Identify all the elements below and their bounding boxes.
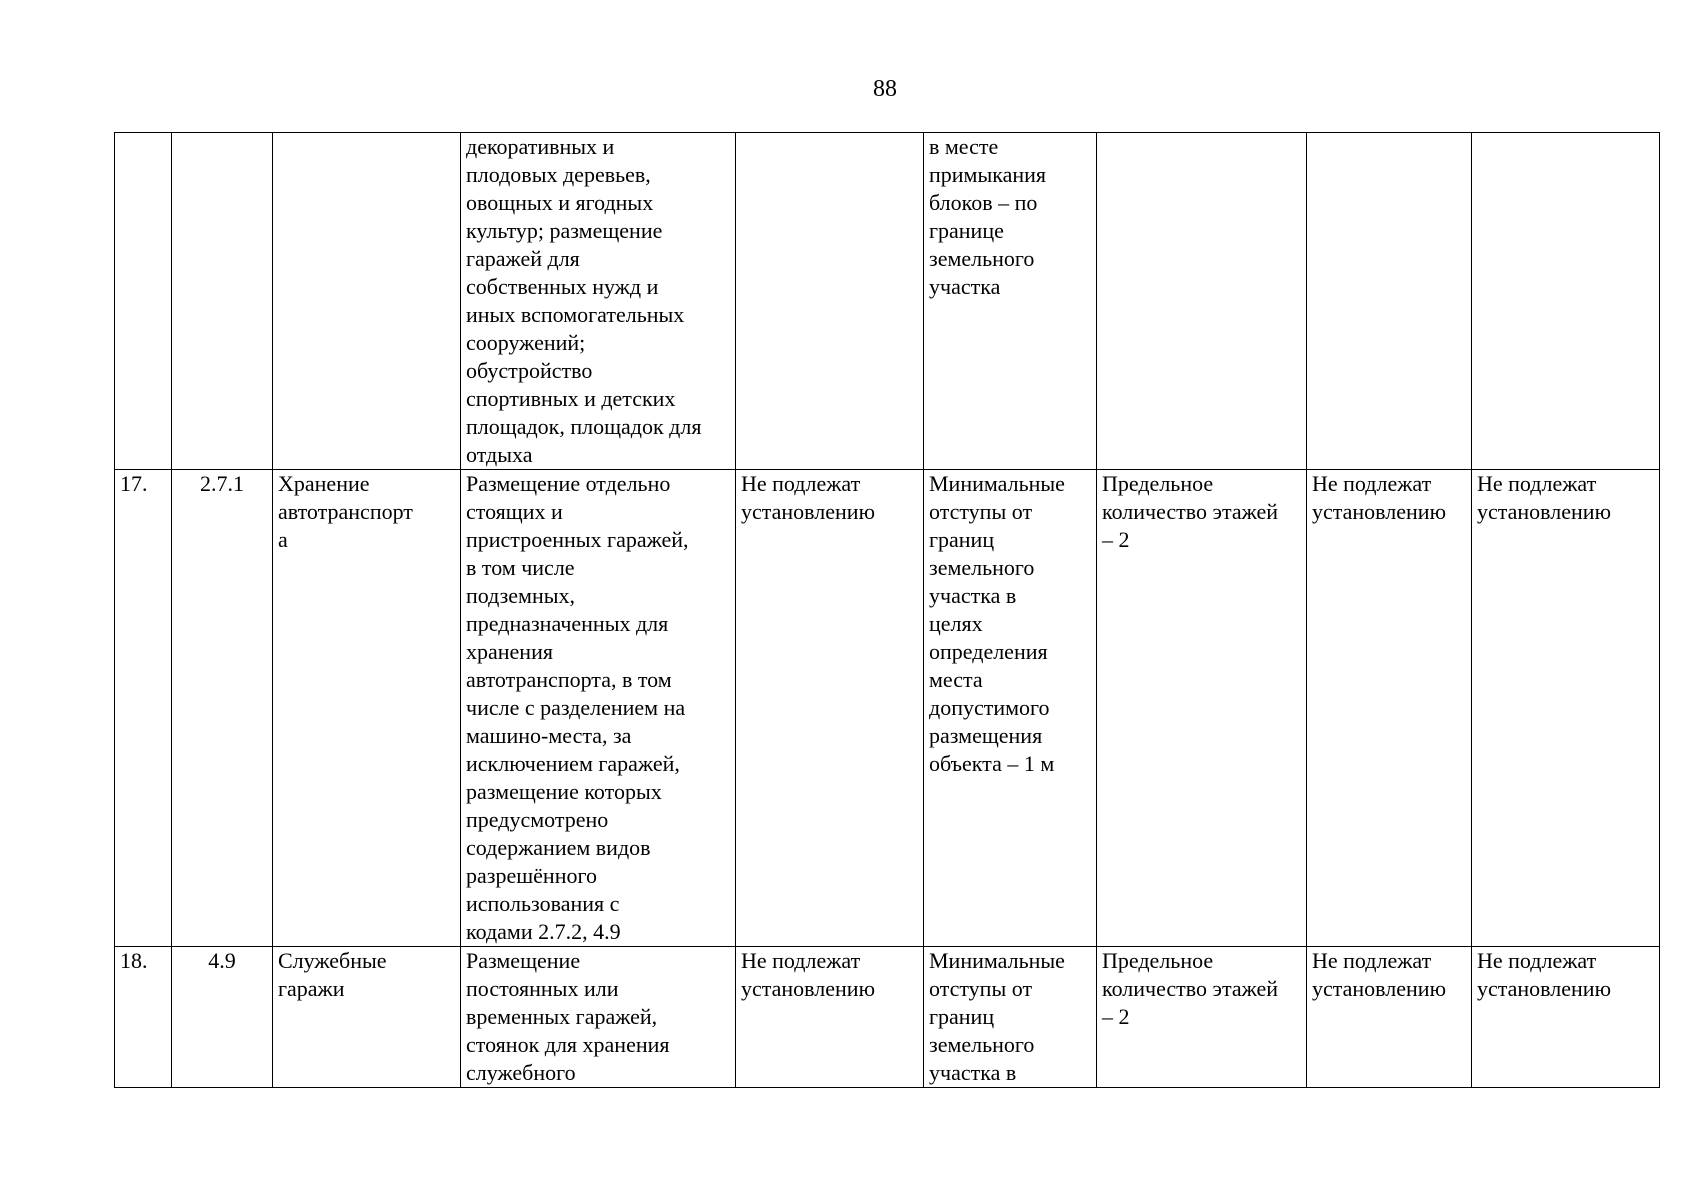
use-name-cell: Служебные гаражи <box>273 947 461 1088</box>
use-name-cell: Хранение автотранспорт а <box>273 470 461 947</box>
setback-cell: Минимальные отступы от границ земельного участка в <box>924 947 1097 1088</box>
table-row-continuation <box>115 133 1660 470</box>
row-number-cell: 18. <box>115 947 172 1088</box>
row-number-cell: 17. <box>115 470 172 947</box>
floors-limit-cell: Предельное количество этажей – 2 <box>1097 947 1307 1088</box>
column-5-cell: Не подлежат установлению <box>736 947 924 1088</box>
setback-cell: в месте примыкания блоков – по границе земельного участка <box>924 133 1097 470</box>
column-8-cell: Не подлежат установлению <box>1307 947 1472 1088</box>
row-number-cell <box>115 133 172 470</box>
column-9-cell <box>1472 133 1660 470</box>
column-9-cell: Не подлежат установлению <box>1472 470 1660 947</box>
column-5-cell: Не подлежат установлению <box>736 470 924 947</box>
floors-limit-cell <box>1097 133 1307 470</box>
column-8-cell: Не подлежат установлению <box>1307 470 1472 947</box>
use-description-cell: Размещение постоянных или временных гаражей, стоянок для хранения служебного <box>461 947 736 1088</box>
setback-cell: Минимальные отступы от границ земельного участка в целях определения места допустимого размещения объекта – 1 м <box>924 470 1097 947</box>
column-5-cell <box>736 133 924 470</box>
table-row-17 <box>115 470 1660 947</box>
table-row-18 <box>115 947 1660 1088</box>
use-name-cell <box>273 133 461 470</box>
use-code-cell: 2.7.1 <box>172 470 273 947</box>
use-description-cell: декоративных и плодовых деревьев, овощных и ягодных культур; размещение гаражей для собственных нужд и иных вспомогательных сооружений; обустройство спортивных и детских площадок, площадок для отдыха <box>461 133 736 470</box>
floors-limit-cell: Предельное количество этажей – 2 <box>1097 470 1307 947</box>
use-code-cell: 4.9 <box>172 947 273 1088</box>
column-9-cell: Не подлежат установлению <box>1472 947 1660 1088</box>
use-description-cell: Размещение отдельно стоящих и пристроенных гаражей, в том числе подземных, предназначенных для хранения автотранспорта, в том числе с разделением на машино-места, за исключением гаражей, размещение которых предусмотрено содержанием видов разрешённого использования с кодами 2.7.2, 4.9 <box>461 470 736 947</box>
page-number: 88 <box>873 76 897 102</box>
column-8-cell <box>1307 133 1472 470</box>
use-code-cell <box>172 133 273 470</box>
land-use-table <box>114 132 1660 1088</box>
